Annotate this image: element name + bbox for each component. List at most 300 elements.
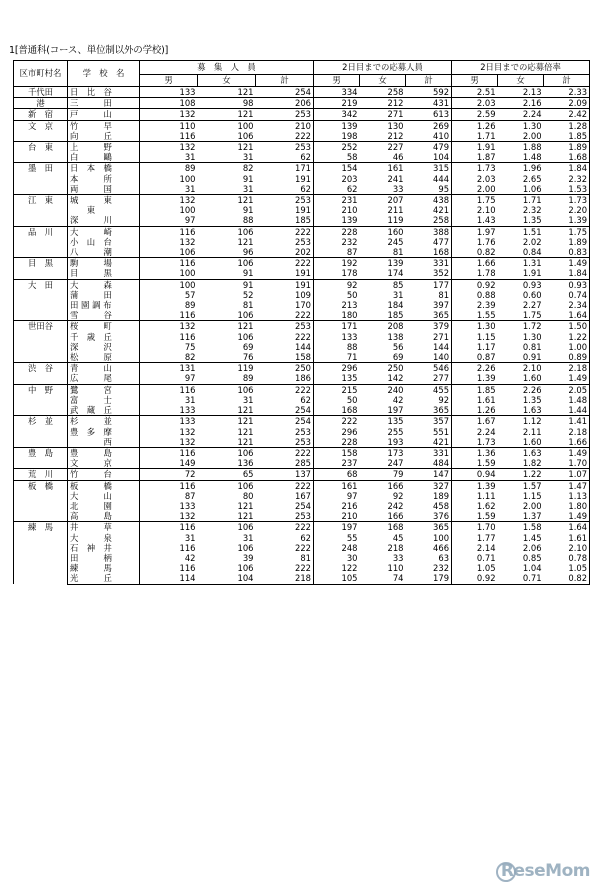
value-cell: 210 — [341, 511, 358, 522]
school-name-cell: 光 丘 — [68, 573, 140, 584]
value-cell: 104 — [198, 573, 256, 584]
value-cell: 1.11 — [476, 490, 496, 501]
value-cell: 1.89 — [544, 142, 590, 153]
value-cell: 189 — [406, 491, 452, 501]
value-cell: 1.80 — [544, 501, 590, 511]
school-name-cell: 武 蔵 丘 — [68, 405, 140, 416]
value-cell: 253 — [256, 142, 314, 153]
city-cell: 荒 川 — [14, 469, 68, 480]
value-cell: 1.45 — [522, 532, 542, 543]
value-cell: 142 — [387, 373, 404, 384]
value-cell: 178 — [341, 268, 358, 279]
city-cell: 中 野 — [14, 384, 68, 416]
header-city: 区市町村名 — [14, 61, 68, 87]
value-cell: 222 — [256, 310, 314, 321]
value-cell: 98 — [198, 98, 256, 109]
value-cell: 0.93 — [498, 279, 544, 290]
value-cell: 132 — [179, 436, 196, 447]
value-cell: 254 — [256, 87, 314, 98]
value-cell: 121 — [198, 142, 256, 153]
school-name-cell: 田 園 調 布 — [68, 300, 140, 310]
value-cell: 479 — [406, 142, 452, 153]
value-cell: 2.26 — [498, 384, 544, 395]
value-cell: 228 — [341, 436, 358, 447]
value-cell: 2.34 — [544, 300, 590, 310]
value-cell: 0.85 — [522, 552, 542, 563]
table-row — [14, 342, 590, 352]
value-cell: 33 — [392, 552, 404, 563]
value-cell: 161 — [360, 163, 406, 174]
value-cell: 68 — [314, 469, 360, 480]
table-row — [14, 447, 590, 458]
value-cell: 222 — [256, 522, 314, 533]
city-cell: 新 宿 — [14, 109, 68, 120]
table-row — [14, 247, 590, 258]
value-cell: 133 — [179, 500, 196, 511]
school-name-cell: 目 黒 — [68, 268, 140, 279]
table-row — [14, 120, 590, 131]
value-cell: 250 — [360, 363, 406, 374]
value-cell: 296 — [341, 426, 358, 437]
value-cell: 2.18 — [544, 363, 590, 374]
school-name-cell: 駒 場 — [68, 258, 140, 269]
value-cell: 1.62 — [476, 500, 496, 511]
value-cell: 237 — [341, 458, 358, 469]
value-cell: 149 — [179, 458, 196, 469]
value-cell: 106 — [198, 522, 256, 533]
value-cell: 1.77 — [476, 532, 496, 543]
school-name-cell: 富 士 — [68, 395, 140, 405]
value-cell: 247 — [387, 458, 404, 469]
value-cell: 82 — [198, 163, 256, 174]
header-recruit-male: 男 — [140, 75, 198, 87]
table-row — [14, 553, 590, 563]
value-cell: 106 — [198, 258, 256, 269]
school-name-cell: 本 所 — [68, 174, 140, 184]
value-cell: 2.02 — [522, 236, 542, 247]
table-row — [14, 363, 590, 374]
school-name-cell: 日 比 谷 — [68, 87, 140, 98]
school-name-cell: 板 橋 — [68, 480, 140, 491]
school-name-cell: 石 神 井 — [68, 543, 140, 553]
value-cell: 171 — [256, 163, 314, 174]
value-cell: 1.35 — [522, 394, 542, 405]
value-cell: 62 — [256, 533, 314, 543]
value-cell: 1.78 — [476, 268, 496, 279]
value-cell: 81 — [392, 247, 404, 258]
value-cell: 421 — [406, 205, 452, 215]
value-cell: 106 — [198, 384, 256, 395]
school-name-cell: 広 尾 — [68, 373, 140, 384]
value-cell: 1.97 — [452, 226, 498, 237]
value-cell: 197 — [387, 405, 404, 416]
school-name-cell: 白 鷗 — [68, 152, 140, 163]
value-cell: 119 — [198, 363, 256, 374]
value-cell: 2.27 — [522, 300, 542, 311]
value-cell: 0.60 — [522, 289, 542, 300]
value-cell: 1.36 — [452, 447, 498, 458]
table-row — [14, 405, 590, 416]
value-cell: 2.14 — [476, 542, 496, 553]
value-cell: 130 — [360, 120, 406, 131]
value-cell: 242 — [387, 500, 404, 511]
value-cell: 2.59 — [452, 109, 498, 120]
table-row — [14, 395, 590, 405]
value-cell: 132 — [140, 321, 198, 332]
value-cell: 613 — [406, 109, 452, 120]
value-cell: 254 — [256, 405, 314, 416]
header-applicants-male: 男 — [314, 75, 360, 87]
table-row — [14, 427, 590, 437]
value-cell: 137 — [256, 469, 314, 480]
school-name-cell: 大 泉 — [68, 533, 140, 543]
value-cell: 218 — [256, 573, 314, 584]
value-cell: 106 — [198, 447, 256, 458]
value-cell: 1.59 — [476, 511, 496, 522]
value-cell: 91 — [242, 268, 254, 279]
value-cell: 458 — [406, 501, 452, 511]
value-cell: 0.84 — [522, 247, 542, 258]
value-cell: 222 — [256, 563, 314, 573]
value-cell: 106 — [198, 226, 256, 237]
value-cell: 210 — [341, 205, 358, 216]
value-cell: 71 — [346, 352, 358, 363]
table-row — [14, 215, 590, 226]
value-cell: 397 — [406, 300, 452, 310]
value-cell: 240 — [360, 384, 406, 395]
value-cell: 222 — [256, 332, 314, 342]
value-cell: 63 — [406, 553, 452, 563]
table-row — [14, 501, 590, 511]
value-cell: 208 — [360, 321, 406, 332]
school-name-cell: 鷺 宮 — [68, 384, 140, 395]
value-cell: 106 — [179, 247, 196, 258]
school-name-cell: 城 東 — [68, 195, 140, 206]
value-cell: 1.57 — [498, 480, 544, 491]
value-cell: 222 — [256, 543, 314, 553]
value-cell: 1.49 — [544, 373, 590, 384]
value-cell: 2.18 — [544, 427, 590, 437]
value-cell: 50 — [346, 394, 358, 405]
value-cell: 315 — [406, 163, 452, 174]
watermark-text: ReseMom — [500, 861, 590, 881]
value-cell: 108 — [140, 98, 198, 109]
value-cell: 1.73 — [452, 163, 498, 174]
city-cell: 文 京 — [14, 120, 68, 141]
value-cell: 191 — [256, 268, 314, 279]
value-cell: 121 — [237, 500, 254, 511]
value-cell: 42 — [184, 552, 196, 563]
table-row — [14, 184, 590, 195]
value-cell: 1.61 — [476, 394, 496, 405]
city-cell: 台 東 — [14, 142, 68, 163]
value-cell: 62 — [256, 152, 314, 163]
value-cell: 62 — [256, 184, 314, 195]
value-cell: 31 — [242, 394, 254, 405]
value-cell: 2.13 — [498, 87, 544, 98]
value-cell: 285 — [256, 458, 314, 469]
value-cell: 365 — [406, 310, 452, 321]
value-cell: 180 — [341, 310, 358, 321]
value-cell: 144 — [406, 342, 452, 352]
school-name-cell: 深 沢 — [68, 342, 140, 352]
value-cell: 431 — [406, 98, 452, 109]
value-cell: 1.30 — [522, 331, 542, 342]
table-row — [14, 543, 590, 553]
school-name-cell: 三 田 — [68, 98, 140, 109]
value-cell: 1.88 — [498, 142, 544, 153]
value-cell: 1.04 — [522, 563, 542, 574]
value-cell: 444 — [406, 174, 452, 184]
value-cell: 1.73 — [544, 195, 590, 206]
value-cell: 62 — [346, 183, 358, 194]
city-cell: 杉 並 — [14, 416, 68, 448]
school-name-cell: 文 京 — [68, 458, 140, 469]
school-name-cell: 小 山 台 — [68, 237, 140, 247]
value-cell: 121 — [198, 109, 256, 120]
value-cell: 132 — [179, 511, 196, 522]
table-row — [14, 563, 590, 573]
value-cell: 253 — [256, 109, 314, 120]
table-row — [14, 522, 590, 533]
value-cell: 132 — [140, 195, 198, 206]
value-cell: 89 — [242, 373, 254, 384]
value-cell: 154 — [314, 163, 360, 174]
table-row — [14, 480, 590, 491]
value-cell: 81 — [256, 553, 314, 563]
value-cell: 131 — [140, 363, 198, 374]
value-cell: 81 — [242, 300, 254, 311]
city-cell: 墨 田 — [14, 163, 68, 195]
value-cell: 116 — [140, 258, 198, 269]
value-cell: 1.30 — [452, 321, 498, 332]
value-cell: 55 — [346, 532, 358, 543]
value-cell: 2.00 — [476, 183, 496, 194]
value-cell: 1.61 — [544, 533, 590, 543]
value-cell: 167 — [256, 491, 314, 501]
value-cell: 89 — [140, 163, 198, 174]
table-row — [14, 573, 590, 584]
value-cell: 388 — [406, 226, 452, 237]
value-cell: 85 — [360, 279, 406, 290]
value-cell: 121 — [198, 87, 256, 98]
school-name-cell: 杉 並 — [68, 416, 140, 427]
value-cell: 241 — [387, 173, 404, 184]
city-cell: 板 橋 — [14, 480, 68, 522]
city-cell: 江 東 — [14, 195, 68, 227]
value-cell: 57 — [184, 289, 196, 300]
value-cell: 91 — [242, 173, 254, 184]
value-cell: 0.92 — [452, 279, 498, 290]
value-cell: 1.72 — [498, 321, 544, 332]
value-cell: 1.85 — [544, 131, 590, 142]
value-cell: 215 — [314, 384, 360, 395]
value-cell: 455 — [406, 384, 452, 395]
value-cell: 212 — [387, 130, 404, 141]
school-name-cell: 井 草 — [68, 522, 140, 533]
value-cell: 97 — [346, 490, 358, 501]
table-row — [14, 384, 590, 395]
value-cell: 116 — [140, 384, 198, 395]
table-row — [14, 310, 590, 321]
value-cell: 222 — [256, 480, 314, 491]
value-cell: 254 — [256, 501, 314, 511]
value-cell: 202 — [256, 247, 314, 258]
value-cell: 121 — [237, 426, 254, 437]
city-cell: 港 — [14, 98, 68, 109]
value-cell: 222 — [256, 226, 314, 237]
value-cell: 0.91 — [522, 352, 542, 363]
table-row — [14, 258, 590, 269]
value-cell: 1.70 — [544, 458, 590, 469]
value-cell: 222 — [256, 131, 314, 142]
school-name-cell: 向 丘 — [68, 131, 140, 142]
value-cell: 31 — [184, 152, 196, 163]
value-cell: 140 — [406, 352, 452, 363]
value-cell: 116 — [140, 447, 198, 458]
value-cell: 1.39 — [476, 373, 496, 384]
table-row — [14, 332, 590, 342]
table-row — [14, 437, 590, 448]
value-cell: 1.26 — [476, 405, 496, 416]
value-cell: 1.50 — [544, 321, 590, 332]
value-cell: 58 — [346, 152, 358, 163]
value-cell: 116 — [179, 331, 196, 342]
value-cell: 158 — [256, 352, 314, 363]
value-cell: 168 — [360, 522, 406, 533]
value-cell: 466 — [406, 543, 452, 553]
value-cell: 88 — [242, 215, 254, 226]
value-cell: 2.10 — [476, 205, 496, 216]
value-cell: 186 — [256, 373, 314, 384]
school-name-cell: 上 野 — [68, 142, 140, 153]
value-cell: 1.82 — [522, 458, 542, 469]
value-cell: 69 — [392, 352, 404, 363]
value-cell: 121 — [198, 195, 256, 206]
value-cell: 232 — [341, 236, 358, 247]
value-cell: 105 — [314, 573, 360, 584]
value-cell: 65 — [198, 469, 256, 480]
value-cell: 116 — [179, 310, 196, 321]
value-cell: 119 — [387, 215, 404, 226]
table-row — [14, 416, 590, 427]
table-row — [14, 373, 590, 384]
value-cell: 106 — [237, 331, 254, 342]
school-name-cell: 千 歳 丘 — [68, 332, 140, 342]
table-row — [14, 131, 590, 142]
value-cell: 1.35 — [522, 215, 542, 226]
school-name-cell: 戸 山 — [68, 109, 140, 120]
value-cell: 1.05 — [544, 563, 590, 573]
value-cell: 1.49 — [544, 511, 590, 522]
value-cell: 269 — [406, 120, 452, 131]
resemom-watermark — [494, 859, 590, 883]
table-row — [14, 142, 590, 153]
value-cell: 1.68 — [544, 152, 590, 163]
school-name-cell: 松 原 — [68, 352, 140, 363]
table-row — [14, 279, 590, 290]
value-cell: 87 — [184, 490, 196, 501]
value-cell: 421 — [406, 437, 452, 448]
city-cell: 世田谷 — [14, 321, 68, 363]
school-name-cell: 東 — [68, 205, 140, 215]
value-cell: 106 — [237, 542, 254, 553]
value-cell: 1.49 — [544, 258, 590, 269]
value-cell: 116 — [179, 130, 196, 141]
value-cell: 171 — [314, 321, 360, 332]
value-cell: 52 — [242, 289, 254, 300]
value-cell: 253 — [256, 511, 314, 522]
school-name-cell: 田 柄 — [68, 553, 140, 563]
value-cell: 227 — [360, 142, 406, 153]
school-name-cell: 雪 谷 — [68, 310, 140, 321]
value-cell: 1.28 — [544, 120, 590, 131]
table-row — [14, 226, 590, 237]
value-cell: 2.65 — [522, 173, 542, 184]
value-cell: 106 — [237, 310, 254, 321]
value-cell: 122 — [341, 563, 358, 574]
value-cell: 2.24 — [498, 109, 544, 120]
value-cell: 0.93 — [544, 279, 590, 290]
school-name-cell: 西 — [68, 437, 140, 448]
value-cell: 331 — [406, 258, 452, 269]
value-cell: 211 — [387, 205, 404, 216]
value-cell: 160 — [360, 226, 406, 237]
city-cell: 豊 島 — [14, 447, 68, 468]
value-cell: 271 — [406, 332, 452, 342]
value-cell: 132 — [140, 142, 198, 153]
school-name-cell: 豊 島 — [68, 447, 140, 458]
value-cell: 1.26 — [452, 120, 498, 131]
value-cell: 0.71 — [476, 552, 496, 563]
value-cell: 100 — [198, 120, 256, 131]
value-cell: 1.66 — [544, 437, 590, 448]
value-cell: 218 — [387, 542, 404, 553]
value-cell: 2.16 — [498, 98, 544, 109]
value-cell: 410 — [406, 131, 452, 142]
header-recruit-female: 女 — [198, 75, 256, 87]
value-cell: 207 — [360, 195, 406, 206]
city-cell: 目 黒 — [14, 258, 68, 279]
value-cell: 2.10 — [544, 543, 590, 553]
value-cell: 116 — [179, 563, 196, 574]
value-cell: 1.76 — [476, 236, 496, 247]
value-cell: 168 — [341, 405, 358, 416]
school-name-cell: 深 川 — [68, 215, 140, 226]
value-cell: 228 — [314, 226, 360, 237]
value-cell: 197 — [314, 522, 360, 533]
value-cell: 232 — [406, 563, 452, 573]
value-cell: 114 — [140, 573, 198, 584]
value-cell: 92 — [406, 395, 452, 405]
value-cell: 1.13 — [544, 491, 590, 501]
value-cell: 136 — [237, 458, 254, 469]
value-cell: 158 — [314, 447, 360, 458]
value-cell: 191 — [256, 174, 314, 184]
value-cell: 1.48 — [544, 395, 590, 405]
value-cell: 219 — [314, 98, 360, 109]
school-name-cell: 日 本 橋 — [68, 163, 140, 174]
value-cell: 92 — [392, 490, 404, 501]
value-cell: 0.83 — [544, 247, 590, 258]
value-cell: 1.51 — [498, 226, 544, 237]
value-cell: 121 — [237, 405, 254, 416]
value-cell: 222 — [256, 384, 314, 395]
value-cell: 2.05 — [544, 384, 590, 395]
value-cell: 45 — [392, 532, 404, 543]
value-cell: 95 — [406, 184, 452, 195]
value-cell: 357 — [406, 416, 452, 427]
